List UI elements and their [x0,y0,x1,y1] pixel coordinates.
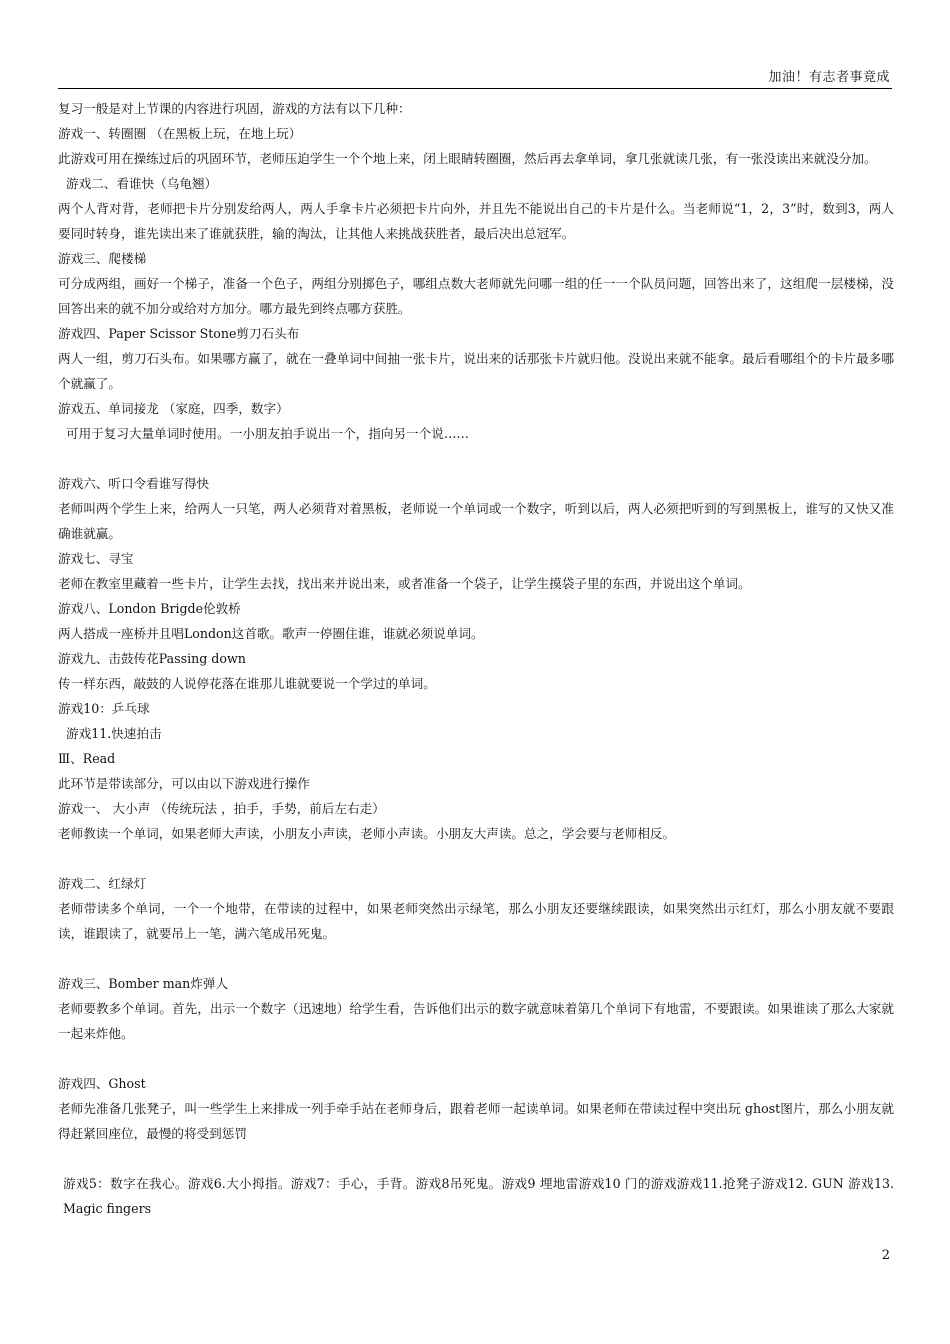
game-description: 老师叫两个学生上来，给两人一只笔，两人必须背对着黑板，老师说一个单词或一个数字，听到以后，两人必须把听到的写到黑板上，谁写的又快又准确谁就赢。 [58,501,894,541]
game-description: 老师教读一个单词，如果老师大声读，小朋友小声读，老师小声读。小朋友大声读。总之，学会要与老师相反。 [58,826,676,841]
game-heading: 游戏四、Paper Scissor Stone剪刀石头布 [58,326,300,341]
game-description: 可用于复习大量单词时使用。一小朋友拍手说出一个，指向另一个说…… [66,426,469,441]
blank-line [58,1046,894,1071]
game-description: 老师要教多个单词。首先，出示一个数字（迅速地）给学生看，告诉他们出示的数字就意味着第几个单词下有地雷，不要跟读。如果谁读了那么大家就一起来炸他。 [58,1001,894,1041]
game-heading: 游戏二、看谁快（乌龟翘） [66,176,218,191]
game-heading: 游戏八、London Brigde伦敦桥 [58,601,241,616]
game-heading: 游戏一、转圈圈 （在黑板上玩，在地上玩） [58,126,302,141]
game-list-summary: 游戏5：数字在我心。游戏6.大小拇指。游戏7：手心，手背。游戏8吊死鬼。游戏9 埋地雷游戏10 门的游戏游戏11.抢凳子游戏12. GUN 游戏13. Magic fingers [63,1176,894,1216]
game-heading: 游戏四、Ghost [58,1076,146,1091]
intro-line: 复习一般是对上节课的内容进行巩固，游戏的方法有以下几种： [58,101,411,116]
game-description: 老师在教室里藏着一些卡片，让学生去找，找出来并说出来，或者准备一个袋子，让学生摸袋子里的东西，并说出这个单词。 [58,576,751,591]
game-heading: 游戏七、寻宝 [58,551,134,566]
game-description: 老师先准备几张凳子，叫一些学生上来排成一列手牵手站在老师身后，跟着老师一起读单词。如果老师在带读过程中突出玩 ghost图片，那么小朋友就得赶紧回座位，最慢的将受到惩罚 [58,1101,894,1141]
game-description: 老师带读多个单词，一个一个地带，在带读的过程中，如果老师突然出示绿笔，那么小朋友还要继续跟读，如果突然出示红灯，那么小朋友就不要跟读，谁跟读了，就要吊上一笔，满六笔成吊死鬼。 [58,901,894,941]
game-heading: 游戏三、Bomber man炸弹人 [58,976,229,991]
game-heading: 游戏五、单词接龙 （家庭，四季，数字） [58,401,289,416]
game-heading: 游戏一、 大小声 （传统玩法 ，拍手，手势，前后左右走） [58,801,385,816]
document-body [58,96,894,1221]
game-heading: 游戏六、听口令看谁写得快 [58,476,210,491]
game-description: 两人搭成一座桥并且唱London这首歌。歌声一停圈住谁，谁就必须说单词。 [58,626,484,641]
page-header [58,66,892,89]
blank-line [58,446,894,471]
game-description: 传一样东西，敲鼓的人说停花落在谁那儿谁就要说一个学过的单词。 [58,676,436,691]
game-heading: 游戏10：乒乓球 [58,701,150,716]
blank-line [58,846,894,871]
section-intro: 此环节是带读部分，可以由以下游戏进行操作 [58,776,310,791]
blank-line [58,946,894,971]
game-description: 此游戏可用在操练过后的巩固环节，老师压迫学生一个个地上来，闭上眼睛转圈圈，然后再去拿单词，拿几张就读几张，有一张没读出来就没分加。 [58,151,877,166]
game-heading: 游戏三、爬楼梯 [58,251,147,266]
header-motto: 加油！有志者事竟成 [768,70,890,85]
section-heading: Ⅲ、Read [58,751,116,766]
game-heading: 游戏九、击鼓传花Passing down [58,651,246,666]
game-heading: 游戏二、红绿灯 [58,876,147,891]
game-description: 两个人背对背，老师把卡片分别发给两人，两人手拿卡片必须把卡片向外，并且先不能说出自己的卡片是什么。当老师说“1，2，3”时，数到3，两人要同时转身，谁先读出来了谁就获胜，输的淘汰，让其他人来挑战获胜者，最后决出总冠军。 [58,201,894,241]
game-description: 两人一组，剪刀石头布。如果哪方赢了，就在一叠单词中间抽一张卡片，说出来的话那张卡片就归他。没说出来就不能拿。最后看哪组个的卡片最多哪个就赢了。 [58,351,894,391]
page-number: 2 [881,1248,890,1263]
game-heading: 游戏11.快速拍击 [66,726,162,741]
blank-line [58,1146,894,1171]
game-description: 可分成两组，画好一个梯子，准备一个色子，两组分别掷色子，哪组点数大老师就先问哪一组的任一一个队员问题，回答出来了，这组爬一层楼梯，没回答出来的就不加分或给对方加分。哪方最先到终点哪方获胜。 [58,276,894,316]
